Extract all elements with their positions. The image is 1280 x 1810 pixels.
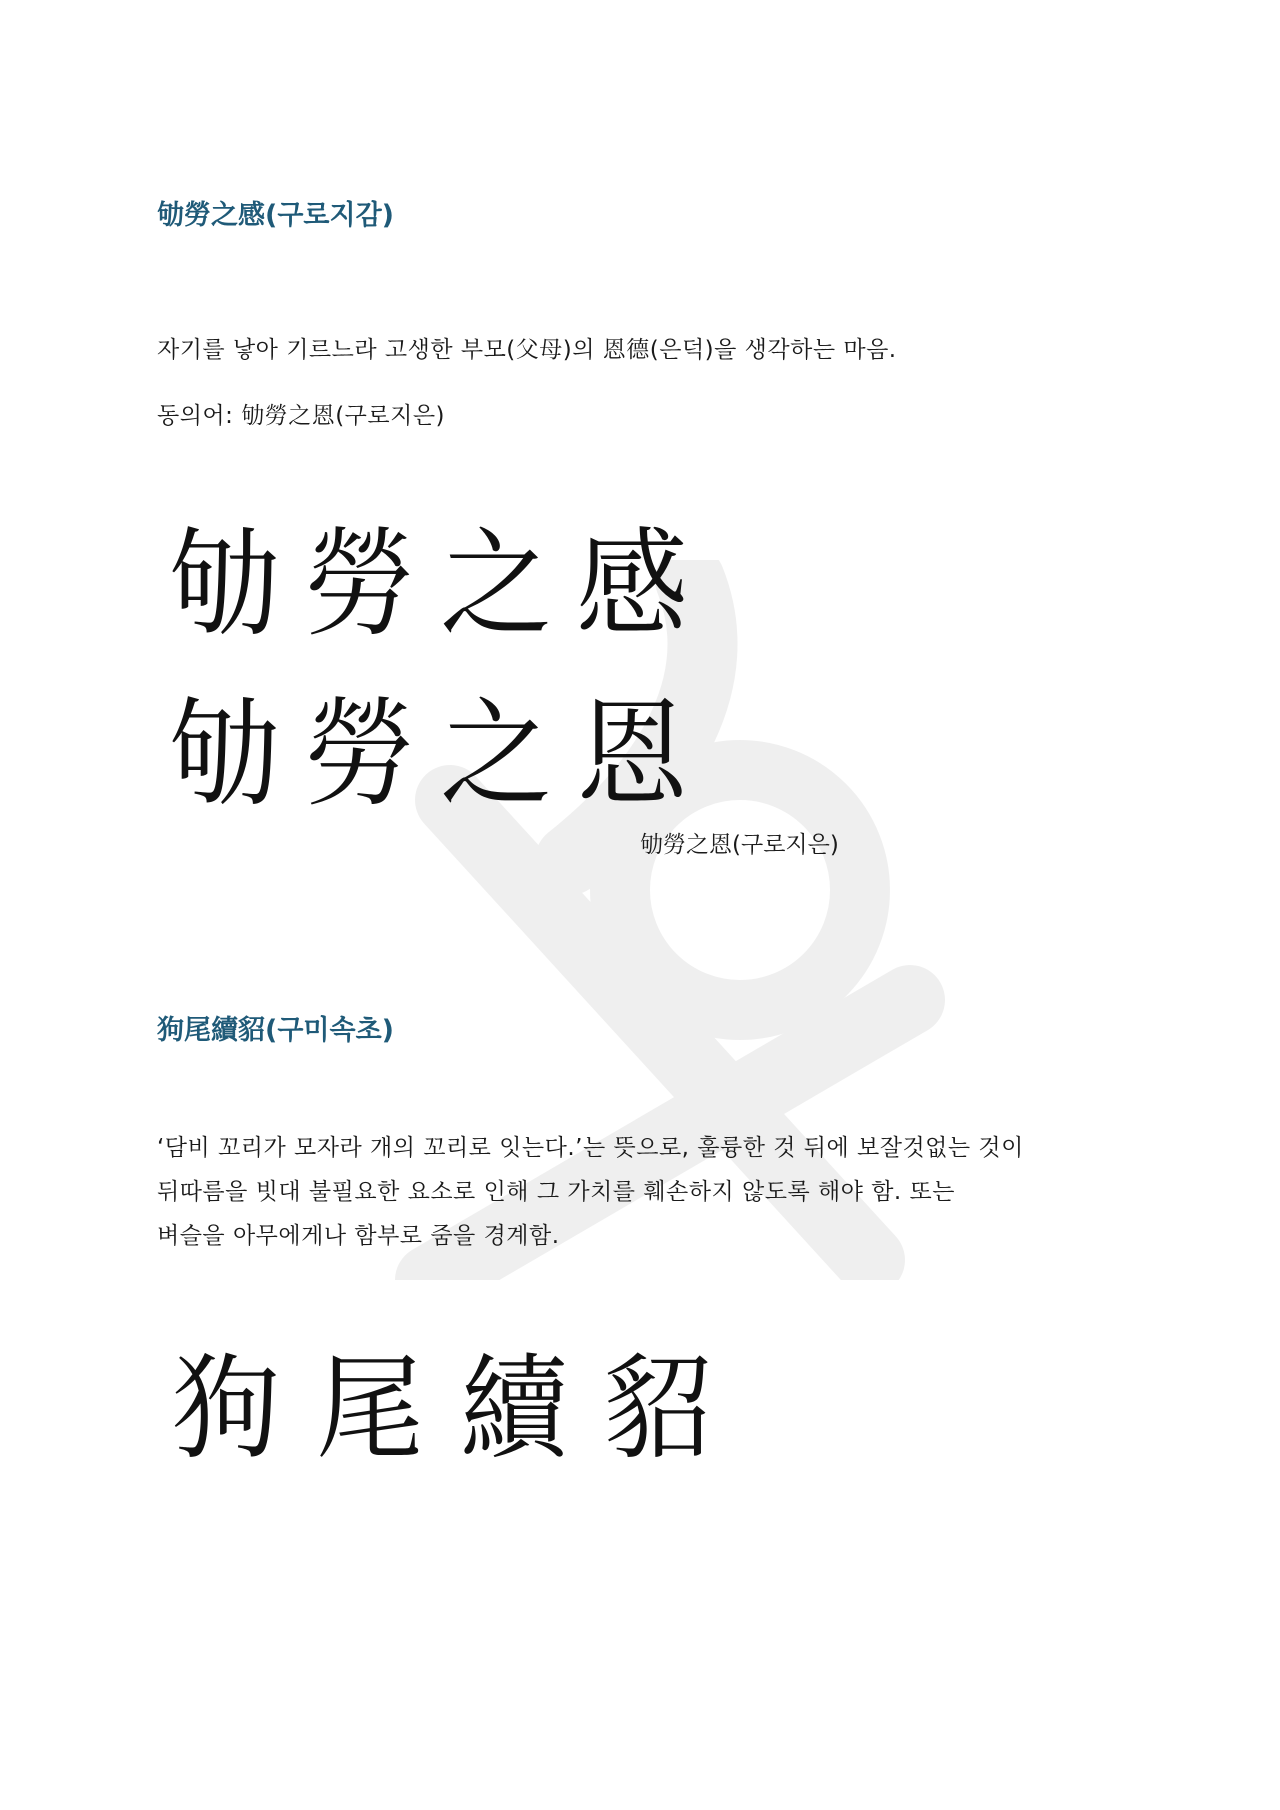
definition-text: 뒤따름을 빗대 불필요한 요소로 인해 그 가치를 훼손하지 않도록 해야 함. 또는	[157, 1179, 955, 1205]
synonym-text: 동의어: 劬勞之恩(구로지은)	[157, 403, 446, 429]
definition-text: 벼슬을 아무에게나 함부로 줌을 경계함.	[157, 1223, 560, 1249]
seal-script-line: 狗尾續貂	[172, 1343, 749, 1476]
section-heading: 狗尾續貂(구미속초)	[157, 1015, 395, 1046]
seal-script-line: 劬勞之感	[168, 516, 712, 654]
image-caption: 劬勞之恩(구로지은)	[640, 832, 839, 858]
definition-text: 자기를 낳아 기르느라 고생한 부모(父母)의 恩德(은덕)을 생각하는 마음.	[157, 337, 897, 363]
definition-text: ‘담비 꼬리가 모자라 개의 꼬리로 잇는다.’는 뜻으로, 훌륭한 것 뒤에 보잘것없는 것이	[157, 1135, 1024, 1161]
section-heading: 劬勞之感(구로지감)	[157, 200, 395, 231]
seal-script-line: 劬勞之恩	[168, 686, 712, 824]
